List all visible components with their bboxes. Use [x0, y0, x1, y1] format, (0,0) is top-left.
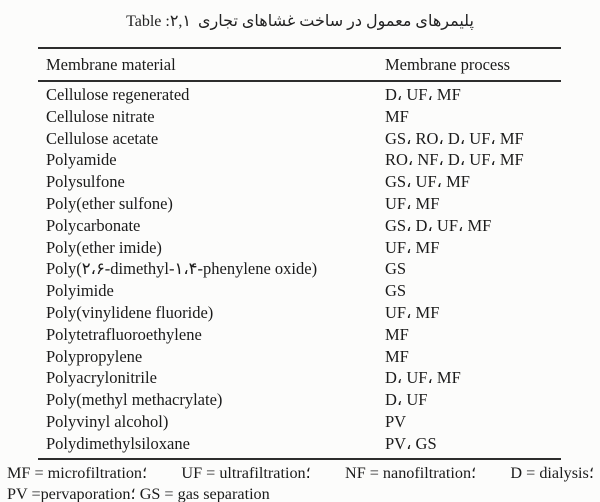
process-cell: GS، UF، MF	[385, 172, 470, 192]
process-cell: GS	[385, 281, 407, 301]
process-cell: D، UF، MF	[385, 85, 461, 104]
table-row	[38, 389, 561, 411]
process-cell: UF، MF	[385, 302, 440, 322]
material-cell: Cellulose regenerated	[46, 85, 190, 104]
table-row	[38, 302, 561, 324]
material-cell: Polyamide	[46, 150, 117, 170]
table-caption-number: Table :۲,۱	[126, 13, 191, 30]
abbreviation-segment: NF = nanofiltration؛	[345, 464, 477, 482]
abbreviation-note	[7, 463, 594, 502]
process-cell: PV	[385, 411, 407, 431]
column-header-membrane-material: Membrane material	[46, 55, 176, 74]
column-header-membrane-process: Membrane process	[385, 55, 511, 74]
table-body	[38, 82, 561, 458]
table-row	[38, 324, 561, 346]
process-cell: UF، MF	[385, 237, 440, 257]
table-row	[38, 280, 561, 302]
abbreviation-segment: D = dialysis؛	[510, 464, 594, 482]
process-cell: GS	[385, 259, 407, 279]
process-cell: UF، MF	[385, 193, 440, 213]
material-cell: Poly(ether imide)	[46, 237, 162, 257]
membrane-materials-table	[38, 47, 561, 460]
material-cell: Polycarbonate	[46, 215, 141, 235]
process-cell: MF	[385, 106, 409, 126]
material-cell: Polyimide	[46, 281, 114, 301]
process-cell: GS، RO، D، UF، MF	[385, 128, 524, 148]
process-cell: GS، D، UF، MF	[385, 215, 492, 235]
process-cell: MF	[385, 324, 409, 344]
table-row	[38, 237, 561, 259]
material-cell: Cellulose acetate	[46, 128, 159, 148]
material-cell: Cellulose nitrate	[46, 106, 155, 126]
table-row	[38, 128, 561, 150]
table-row	[38, 411, 561, 433]
material-cell: Polysulfone	[46, 172, 125, 192]
material-cell: Poly(methyl methacrylate)	[46, 390, 223, 410]
material-cell: Polypropylene	[46, 346, 143, 366]
table-row	[38, 367, 561, 389]
table-row	[38, 106, 561, 128]
process-cell: MF	[385, 346, 409, 366]
table-row	[38, 193, 561, 215]
abbreviation-line-2: PV =pervaporation؛ GS = gas separation	[7, 485, 270, 502]
table-row	[38, 258, 561, 280]
process-cell: D، UF، MF	[385, 368, 461, 388]
abbreviation-segment: MF = microfiltration؛	[7, 464, 148, 482]
material-cell: Polyacrylonitrile	[46, 368, 157, 388]
process-cell: D، UF	[385, 390, 428, 410]
material-cell: Polyvinyl alcohol)	[46, 411, 169, 431]
table-header-row	[38, 49, 561, 82]
material-cell: Polydimethylsiloxane	[46, 433, 190, 453]
material-cell: Poly(vinylidene fluoride)	[46, 302, 214, 322]
table-row	[38, 171, 561, 193]
table-row	[38, 433, 561, 455]
table-caption-persian-text: پلیمرهای معمول در ساخت غشاهای تجاری	[198, 13, 474, 30]
table-row	[38, 346, 561, 368]
material-cell: Polytetrafluoroethylene	[46, 324, 202, 344]
table-row	[38, 215, 561, 237]
table-row	[38, 149, 561, 171]
process-cell: PV، GS	[385, 433, 437, 453]
abbreviation-segment: UF = ultrafiltration؛	[181, 464, 311, 482]
table-row	[38, 84, 561, 106]
material-cell: Poly(۲،۶-dimethyl-۱،۴-phenylene oxide)	[46, 259, 318, 279]
abbreviation-line-1	[7, 463, 594, 484]
table-caption	[0, 11, 600, 31]
material-cell: Poly(ether sulfone)	[46, 193, 173, 213]
process-cell: RO، NF، D، UF، MF	[385, 150, 524, 170]
